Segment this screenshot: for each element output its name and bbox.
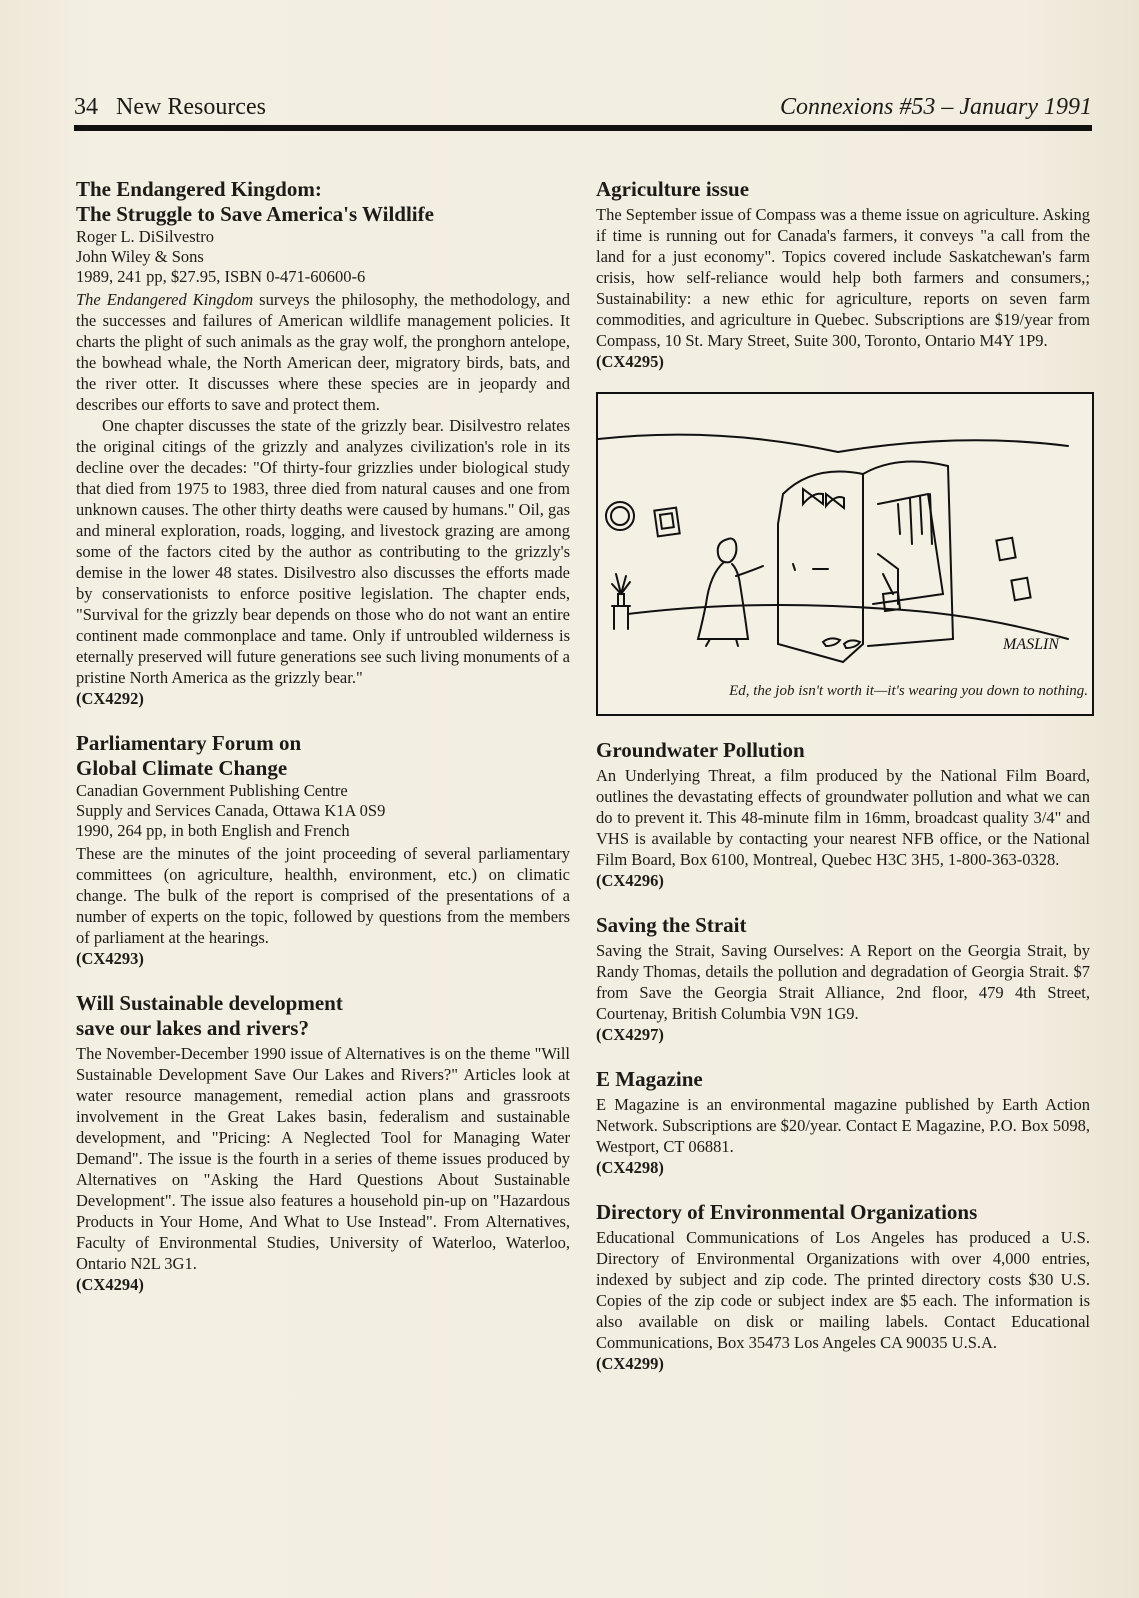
entry-saving-strait xyxy=(596,913,1090,1045)
entry-body: Saving the Strait, Saving Ourselves: A Report on the Georgia Strait, by Randy Thomas, details the pollution and degradation of Georgia Strait. $7 from Save the Georgia Strait Alliance, 2nd floor, 479 4th Street, Courtenay, British Columbia V9N 1G9. xyxy=(596,941,1090,1023)
entry-title: Saving the Strait xyxy=(596,913,747,937)
cartoon-signature: MASLIN xyxy=(1003,636,1059,653)
entry-code: (CX4294) xyxy=(76,1275,144,1294)
entry-title: E Magazine xyxy=(596,1067,703,1091)
cartoon-drawing xyxy=(598,394,1092,714)
entry-code: (CX4296) xyxy=(596,871,664,890)
entry-code: (CX4298) xyxy=(596,1158,664,1177)
entry-body: Educational Communications of Los Angeles has produced a U.S. Directory of Environmental Organizations with over 4,000 entries, indexed by subject and zip code. The printed directory costs $30 U.S. Copies of the zip code or subject index are $5 each. The information is also available on disk or mailing labels. Contact Educational Communications, Box 35473 Los Angeles CA 90035 U.S.A. xyxy=(596,1228,1090,1352)
entry-body: An Underlying Threat, a film produced by the National Film Board, outlines the devastating effects of groundwater pollution and what we can do to prevent it. This 48-minute film in 16mm, broadcast quality 3/4" and VHS is available by contacting your nearest NFB office, or the National Film Board, Box 6100, Montreal, Quebec H3C 3H5, 1-800-363-0328. xyxy=(596,766,1090,869)
entry-endangered-kingdom xyxy=(76,177,570,709)
entry-code: (CX4299) xyxy=(596,1354,664,1373)
right-column xyxy=(596,177,1090,1396)
entry-groundwater xyxy=(596,738,1090,891)
cartoon xyxy=(596,392,1094,716)
entry-agriculture xyxy=(596,177,1090,372)
page-number: 34 xyxy=(74,94,98,120)
entry-author: Roger L. DiSilvestro xyxy=(76,227,214,246)
left-column xyxy=(76,177,570,1317)
entry-publisher: John Wiley & Sons xyxy=(76,247,204,266)
entry-e-magazine xyxy=(596,1067,1090,1178)
entry-sustainable-development xyxy=(76,991,570,1295)
issue-label: Connexions #53 – January 1991 xyxy=(780,94,1092,120)
entry-body: These are the minutes of the joint proceeding of several parliamentary committees (on agriculture, healthh, environment, etc.) on climatic change. The bulk of the report is comprised of the presentations of a number of experts on the topic, followed by questions from the members of parliament at the hearings. xyxy=(76,844,570,947)
entry-code: (CX4293) xyxy=(76,949,144,968)
entry-code: (CX4292) xyxy=(76,689,144,708)
entry-code: (CX4295) xyxy=(596,352,664,371)
entry-title: Directory of Environmental Organizations xyxy=(596,1200,978,1224)
entry-publisher: Canadian Government Publishing Centre xyxy=(76,781,348,800)
entry-address: Supply and Services Canada, Ottawa K1A 0S9 xyxy=(76,801,386,820)
entry-body: The September issue of Compass was a theme issue on agriculture. Asking if time is running out for Canada's farmers, it conveys "a call from the land for a just economy". Topics covered include Saskatchewan's farm crisis, how self-reliance would help both farmers and consumers,; Sustainability: a new ethic for agriculture, reports on seven farm commodities, and agriculture in Quebec. Subscriptions are $19/year from Compass, 10 St. Mary Street, Suite 300, Toronto, Ontario M4Y 1P9. xyxy=(596,205,1090,350)
entry-code: (CX4297) xyxy=(596,1025,664,1044)
cartoon-caption: Ed, the job isn't worth it—it's wearing you down to nothing. xyxy=(729,683,1088,699)
entry-body: The November-December 1990 issue of Alternatives is on the theme "Will Sustainable Development Save Our Lakes and Rivers?" Articles look at water resource management, remedial action plans and grassroots involvement in the Great Lakes basin, federalism and sustainable development, and "Pricing: A Neglected Tool for Managing Water Demand". The issue is the fourth in a series of theme issues produced by Alternatives on "Asking the Hard Questions About Sustainable Development". The issue also features a household pin-up on "Hazardous Products in Your Home, And What to Use Instead". From Alternatives, Faculty of Environmental Studies, University of Waterloo, Waterloo, Ontario N2L 3G1. xyxy=(76,1044,570,1273)
section-name: New Resources xyxy=(116,94,266,120)
entry-title: The Endangered Kingdom: The Struggle to Save America's Wildlife xyxy=(76,177,434,226)
entry-title: Parliamentary Forum on Global Climate Change xyxy=(76,731,302,780)
entry-body: E Magazine is an environmental magazine published by Earth Action Network. Subscriptions are $20/year. Contact E Magazine, P.O. Box 5098, Westport, CT 06881. xyxy=(596,1095,1090,1156)
entry-publication-info: 1990, 264 pp, in both English and French xyxy=(76,821,350,840)
entry-body-2: One chapter discusses the state of the grizzly bear. Disilvestro relates the original citings of the grizzly and analyzes civilization's role in its decline over the decades: "Of thirty-four grizzlies under biological study that died from 1975 to 1983, three died from natural causes and one from unknown causes. The other thirty deaths were caused by humans." Oil, gas and mineral exploration, roads, logging, and livestock grazing are among some of the factors cited by the author as contributing to the grizzly's demise in the lower 48 states. Disilvestro also discusses the efforts made by conservationists to enforce positive legislation. The chapter ends, "Survival for the grizzly bear depends on those who do not want an entire continent made commonplace and tame. Only if untroubled wilderness is eternally preserved will future generations see such living monuments of a pristine North America as the grizzly bear." xyxy=(76,416,570,687)
entry-parliamentary-forum xyxy=(76,731,570,969)
header-rule xyxy=(74,125,1092,131)
entry-directory xyxy=(596,1200,1090,1374)
header-left xyxy=(74,94,266,121)
entry-title: Will Sustainable development save our lakes and rivers? xyxy=(76,991,343,1040)
entry-title: Groundwater Pollution xyxy=(596,738,805,762)
entry-title: Agriculture issue xyxy=(596,177,750,201)
entry-publication-info: 1989, 241 pp, $27.95, ISBN 0-471-60600-6 xyxy=(76,267,366,286)
entry-body: The Endangered Kingdom surveys the philosophy, the methodology, and the successes and failures of American wildlife management policies. It charts the plight of such animals as the gray wolf, the pronghorn antelope, the bowhead whale, the North American deer, migratory birds, bats, and the river otter. It discusses where these species are in jeopardy and describes our efforts to save and protect them. xyxy=(76,290,570,414)
